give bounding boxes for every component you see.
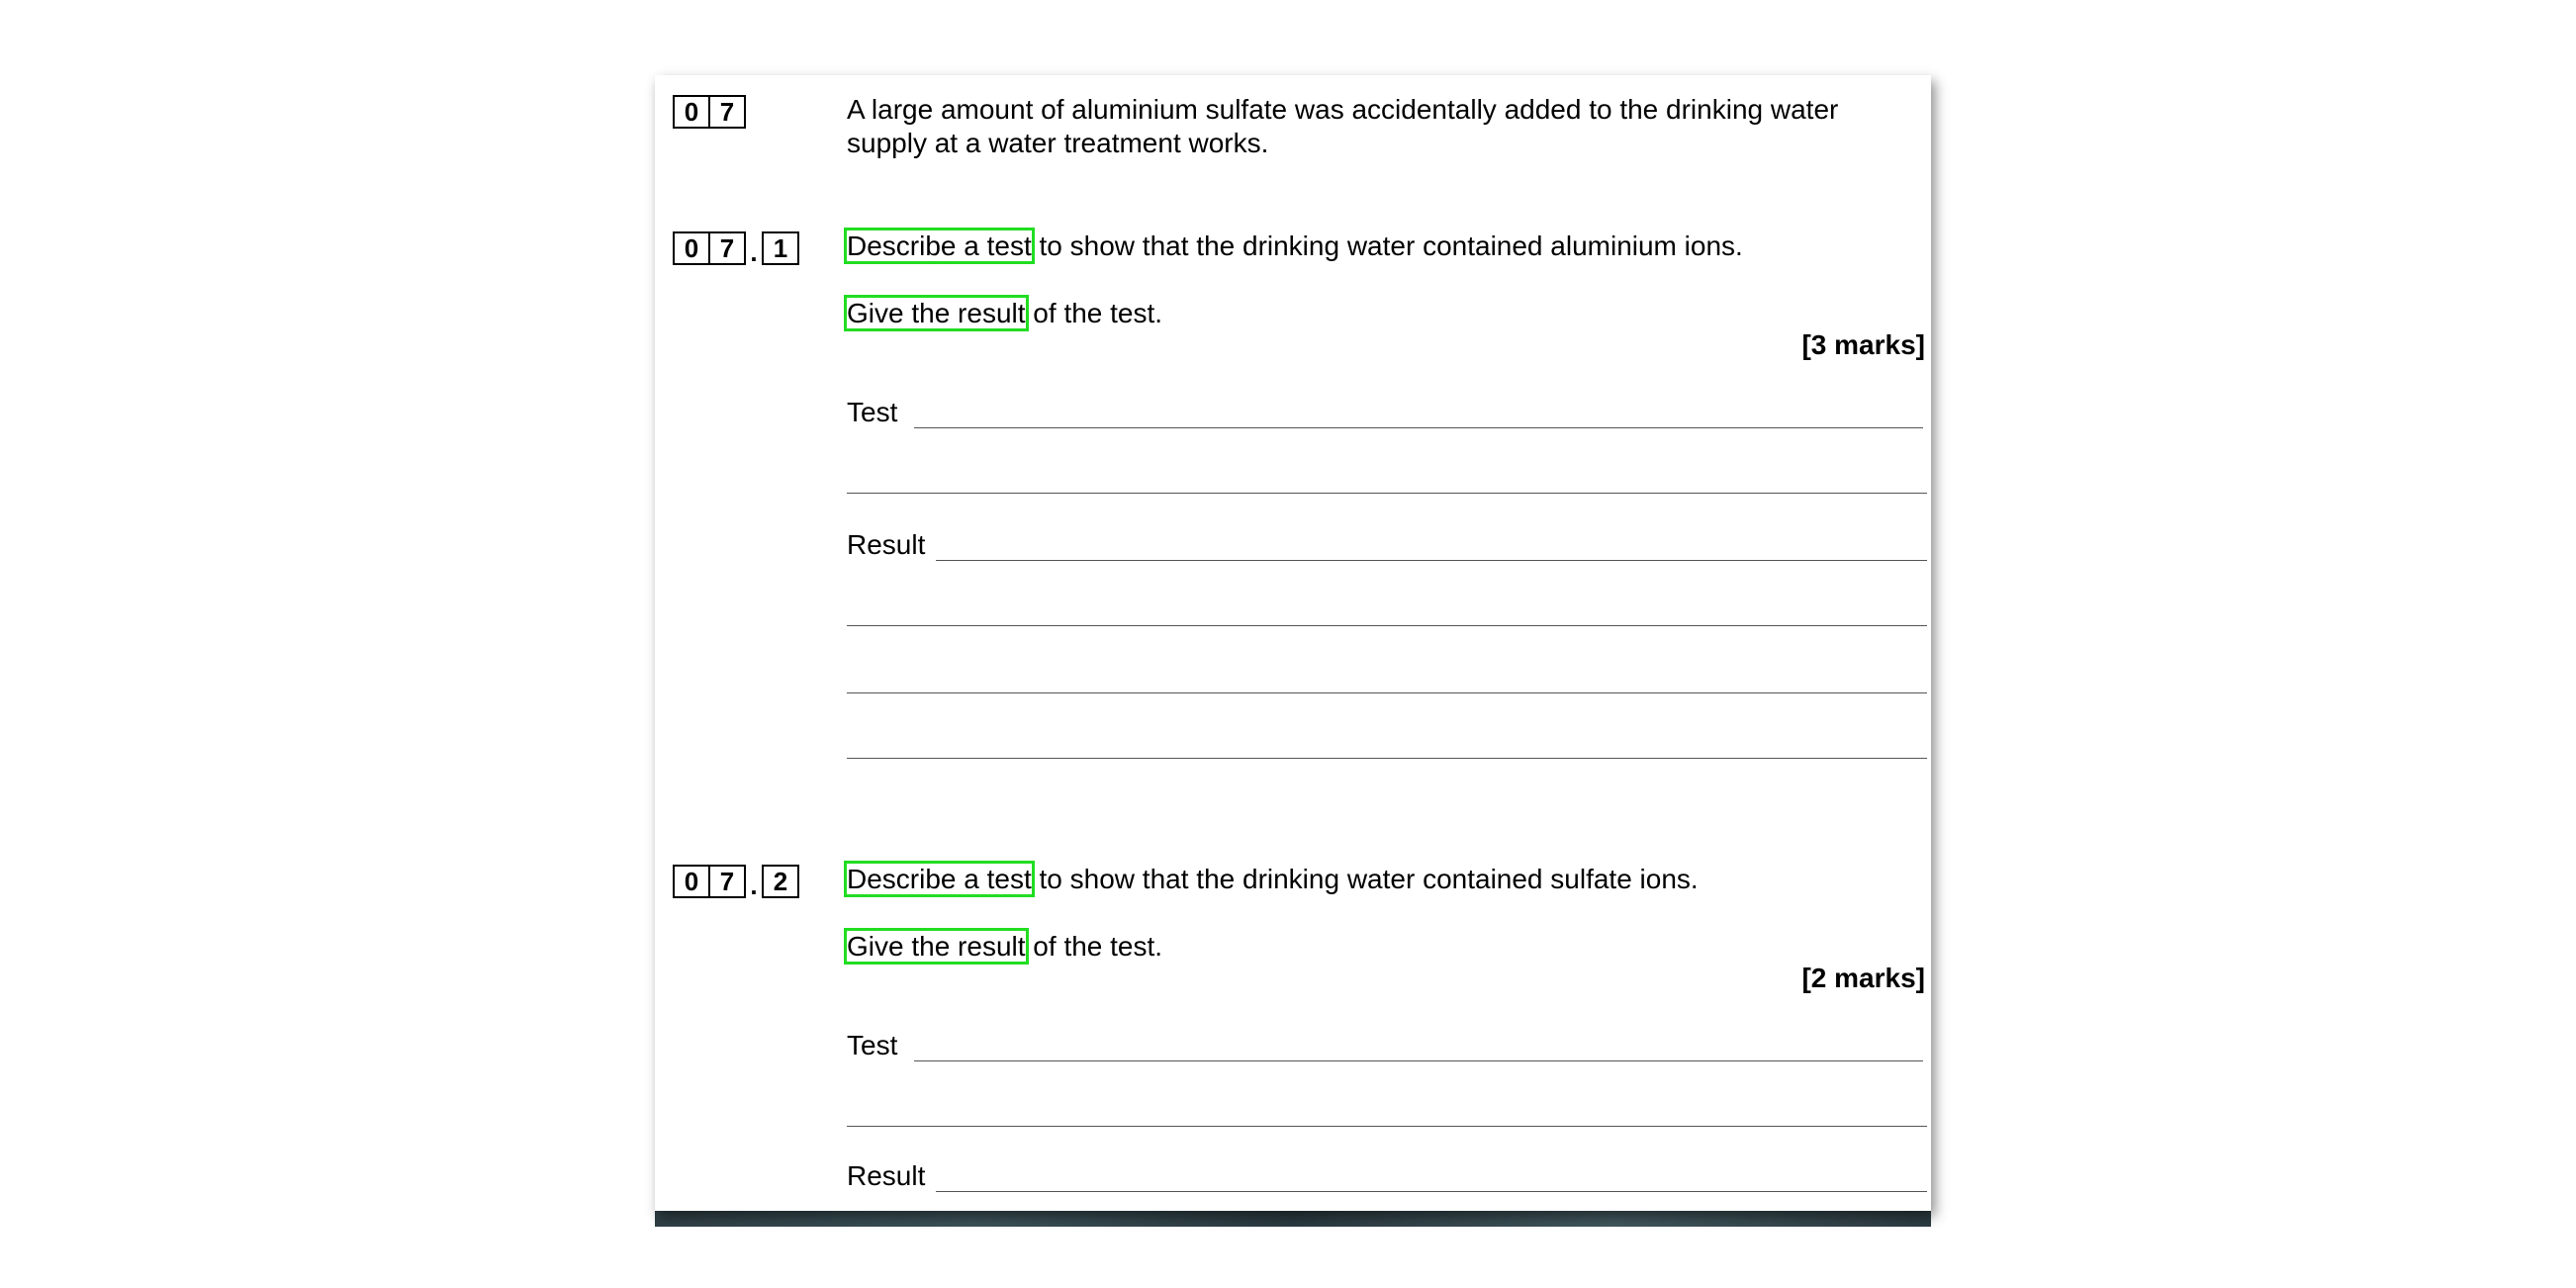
question-07-1-give-result [847,297,1162,330]
question-digit: 2 [762,865,799,898]
answer-line [914,427,1923,428]
marks-07-2: [2 marks] [1801,963,1925,993]
give-result-rest: of the test. [1025,298,1163,328]
exam-page [655,75,1931,1211]
answer-line [936,560,1927,561]
question-digit: 7 [708,865,746,898]
result-label-07-2: Result [847,1160,926,1191]
question-07-1-instruction [847,230,1743,263]
answer-line [914,1060,1923,1061]
question-07-2-instruction [847,863,1699,896]
answer-line [847,493,1927,494]
answer-line [847,625,1927,626]
give-result-rest: of the test. [1025,931,1163,962]
question-digit: 0 [673,231,710,265]
instruction-rest: to show that the drinking water contained aluminium ions. [1031,230,1743,261]
question-07-intro-line-1: A large amount of aluminium sulfate was accidentally added to the drinking water [847,94,1839,125]
question-digit: 7 [708,95,746,129]
question-digit: 1 [762,231,799,265]
answer-line [936,1191,1927,1192]
answer-line [847,758,1927,759]
question-digit: 0 [673,865,710,898]
question-number-07 [673,95,746,129]
question-07-intro-line-2: supply at a water treatment works. [847,128,1269,158]
marks-07-1: [3 marks] [1801,329,1925,360]
test-label-07-1: Test [847,397,898,427]
question-number-07-2 [673,865,799,898]
test-label-07-2: Test [847,1030,898,1060]
result-label-07-1: Result [847,529,926,560]
question-digit: 0 [673,95,710,129]
highlight-give-the-result: Give the result [847,298,1026,328]
question-number-07-1 [673,231,799,265]
answer-line [847,1126,1927,1127]
highlight-describe-a-test: Describe a test [847,864,1032,894]
question-07-2-give-result [847,930,1162,964]
highlight-describe-a-test: Describe a test [847,230,1032,261]
instruction-rest: to show that the drinking water contained sulfate ions. [1031,864,1699,894]
question-dot: . [750,871,758,900]
answer-line [847,692,1927,693]
highlight-give-the-result: Give the result [847,931,1026,962]
question-dot: . [750,237,758,267]
question-digit: 7 [708,231,746,265]
